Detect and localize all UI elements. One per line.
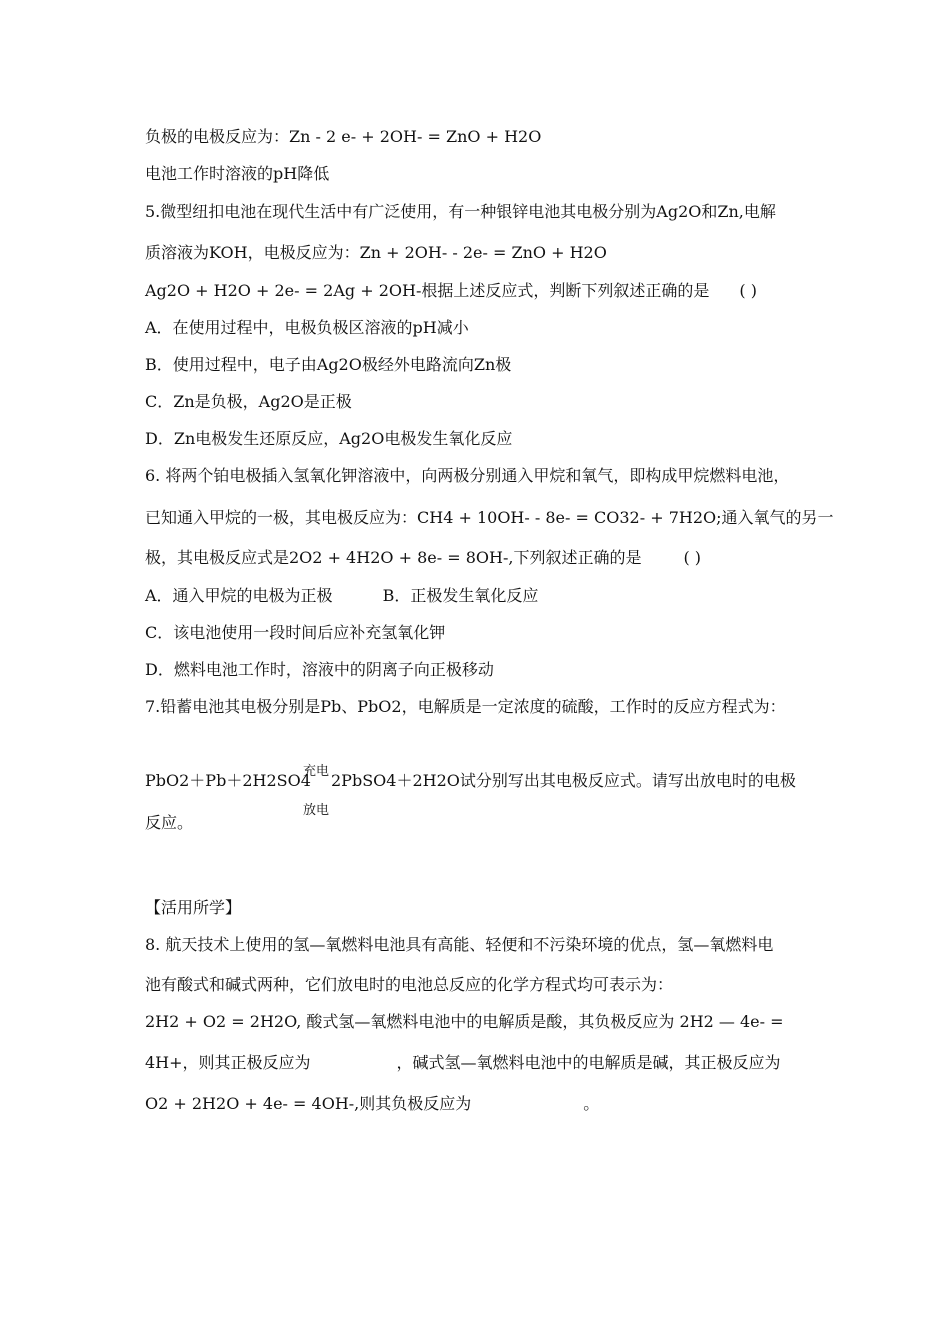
question-8-blank-1-suffix: ，碱式氢—氧燃料电池中的电解质是碱，其正极反应为 xyxy=(396,1053,781,1072)
question-5-option-d: D．Zn电极发生还原反应，Ag2O电极发生氧化反应 xyxy=(145,429,513,448)
question-7-stem: 7.铅蓄电池其电极分别是Pb、PbO2，电解质是一定浓度的硫酸，工作时的反应方程式为： xyxy=(145,697,786,716)
question-5-stem-line1: 5.微型纽扣电池在现代生活中有广泛使用，有一种银锌电池其电极分别为Ag2O和Zn,电解 xyxy=(145,202,776,221)
question-8-stem-line3: 2H2 + O2 = 2H2O, 酸式氢—氧燃料电池中的电解质是酸，其负极反应为 2H2 — 4e- = xyxy=(145,1012,784,1031)
question-8-stem-line2: 池有酸式和碱式两种，它们放电时的电池总反应的化学方程式均可表示为： xyxy=(145,975,674,994)
question-8-blank-1-prefix: 4H+，则其正极反应为 xyxy=(145,1053,311,1072)
question-6-stem-text: 极，其电极反应式是2O2 + 4H2O + 8e- = 8OH-,下列叙述正确的是 xyxy=(145,548,642,567)
question-8-stem-line4 xyxy=(145,1053,781,1073)
question-6-option-d: D．燃料电池工作时，溶液中的阴离子向正极移动 xyxy=(145,660,494,679)
question-5-answer-paren: ( ) xyxy=(739,281,757,300)
question-7-equation-left: PbO2＋Pb＋2H2SO4 xyxy=(145,771,311,790)
question-8-stem-line1: 8. 航天技术上使用的氢—氧燃料电池具有高能、轻便和不污染环境的优点，氢—氧燃料电 xyxy=(145,935,774,954)
question-6-option-c: C．该电池使用一段时间后应补充氢氧化钾 xyxy=(145,623,446,642)
question-8-end-mark: 。 xyxy=(583,1094,600,1113)
question-5-option-b: B．使用过程中，电子由Ag2O极经外电路流向Zn极 xyxy=(145,355,512,374)
question-5-option-c: C．Zn是负极，Ag2O是正极 xyxy=(145,392,352,411)
question-5-stem-line2: 质溶液为KOH，电极反应为：Zn + 2OH- - 2e- = ZnO + H2O xyxy=(145,243,607,262)
question-7-equation-right: 2PbSO4＋2H2O试分别写出其电极反应式。请写出放电时的电极 xyxy=(331,771,796,790)
question-5-stem-line3 xyxy=(145,281,757,301)
question-8-blank-2-prefix: O2 + 2H2O + 4e- = 4OH-,则其负极反应为 xyxy=(145,1094,472,1113)
question-6-option-a: A．通入甲烷的电极为正极 xyxy=(145,586,333,605)
charge-label: 充电 xyxy=(303,764,330,779)
section-heading: 【活用所学】 xyxy=(145,898,242,917)
question-6-stem-line3 xyxy=(145,548,701,568)
ph-statement: 电池工作时溶液的pH降低 xyxy=(145,164,330,183)
question-6-stem-line2: 已知通入甲烷的一极，其电极反应为：CH4 + 10OH- - 8e- = CO32- + 7H2O;通入氧气的另一 xyxy=(145,508,834,527)
question-6-answer-paren: ( ) xyxy=(683,548,702,567)
question-8-stem-line5 xyxy=(145,1094,599,1114)
question-5-stem-text: Ag2O + H2O + 2e- = 2Ag + 2OH-根据上述反应式，判断下列叙述正确的是 xyxy=(145,281,710,300)
question-5-option-a: A．在使用过程中，电极负极区溶液的pH减小 xyxy=(145,318,469,337)
discharge-label: 放电 xyxy=(303,803,330,818)
negative-electrode-reaction: 负极的电极反应为：Zn - 2 e- + 2OH- = ZnO + H2O xyxy=(145,127,542,146)
question-6-options-ab xyxy=(145,586,538,606)
question-6-option-b: B．正极发生氧化反应 xyxy=(382,586,539,605)
question-7-tail: 反应。 xyxy=(145,813,194,832)
question-6-stem-line1: 6. 将两个铂电极插入氢氧化钾溶液中，向两极分别通入甲烷和氧气，即构成甲烷燃料电池， xyxy=(145,466,790,485)
